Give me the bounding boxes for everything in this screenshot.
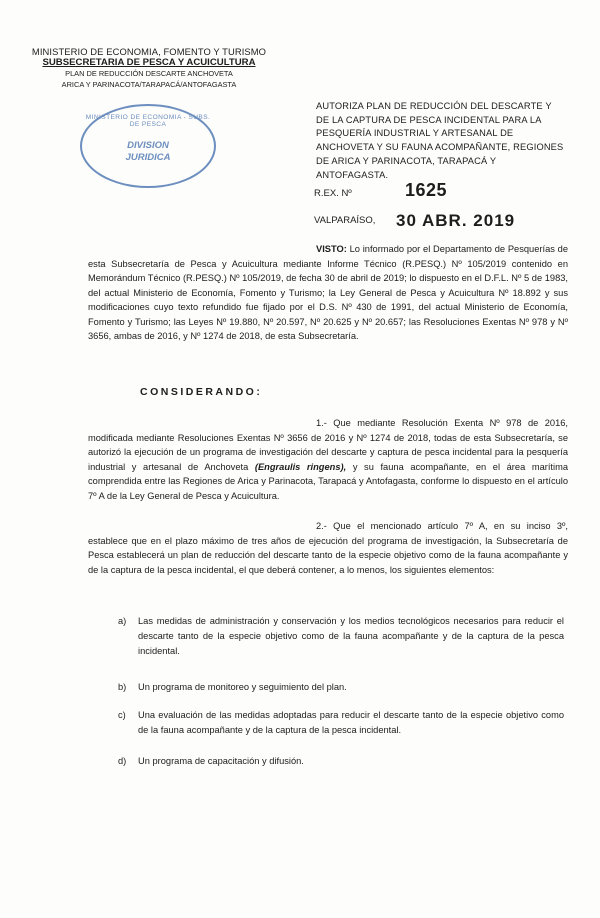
visto-paragraph bbox=[88, 242, 568, 344]
considerando-paragraph-2 bbox=[88, 519, 568, 577]
stamp-center-line-1: DIVISION bbox=[127, 140, 169, 151]
item-marker: a) bbox=[118, 616, 127, 626]
item-marker: c) bbox=[118, 710, 126, 720]
stamp-center-line-2: JURIDICA bbox=[125, 152, 171, 163]
list-item bbox=[118, 680, 564, 698]
resolution-title: AUTORIZA PLAN DE REDUCCIÓN DEL DESCARTE Y DE LA CAPTURA DE PESCA INCIDENTAL PARA LA PESQUERÍA INDUSTRIAL Y ARTESANAL DE ANCHOVETA Y SU FAUNA ACOMPAÑANTE, REGIONES DE ARICA Y PARINACOTA, TARAPACÁ Y ANTOFAGASTA. bbox=[316, 101, 564, 180]
paragraph-1-lead: 1.- Que mediante Resolución Exenta Nº 978 de 2016, bbox=[316, 418, 568, 428]
item-text: Un programa de capacitación y difusión. bbox=[138, 756, 304, 766]
stamp-ring-text: MINISTERIO DE ECONOMIA - SUBS. DE PESCA bbox=[85, 114, 211, 128]
letterhead bbox=[18, 46, 280, 90]
considerando-paragraph-1 bbox=[88, 416, 568, 503]
plan-line-2: ARICA Y PARINACOTA/TARAPACÁ/ANTOFAGASTA bbox=[61, 80, 237, 89]
paragraph-1-text-a: modificada mediante Resoluciones Exentas Nº 3656 de 2016 y Nº 1274 de 2018, todas de esta Subsecretaría, se autorizó la ejecución de un programa de investigación del descarte y captura de pesca incidental para la pesquería industrial y artesanal de Anchoveta bbox=[88, 432, 568, 472]
ministry-name: MINISTERIO DE ECONOMIA, FOMENTO Y TURISMO bbox=[31, 46, 267, 57]
resolution-number: 1625 bbox=[405, 180, 448, 200]
item-marker: b) bbox=[118, 682, 127, 692]
paragraph-2-text: establece que en el plazo máximo de tres años de ejecución del programa de investigación, la Subsecretaría de Pesca establecerá un plan de reducción del descarte tanto de la especie objetivo como de la fauna acompañante y de la captura de la pesca incidental, el que deberá contener, a lo menos, los siguientes elementos: bbox=[88, 535, 568, 575]
visto-label: VISTO: bbox=[316, 244, 347, 254]
item-text: Una evaluación de las medidas adoptadas para reducir el descarte tanto de la especie objetivo como de la fauna acompañante y de la captura de la pesca incidental. bbox=[138, 710, 564, 735]
item-text: Un programa de monitoreo y seguimiento del plan. bbox=[138, 682, 347, 692]
species-name: (Engraulis ringens), bbox=[254, 461, 347, 472]
paragraph-1-text-b: y su fauna acompañante, en el área marítima comprendida entre las Regiones de Arica y Parinacota, Tarapacá y Antofagasta, conforme lo dispuesto en el artículo 7º A de la Ley General de Pesca y Acuicultura. bbox=[88, 461, 568, 501]
resolution-date: 30 ABR. 2019 bbox=[396, 211, 516, 230]
visto-text: Lo informado por el Departamento de Pesquerías de esta Subsecretaría de Pesca y Acuicultura mediante Informe Técnico (R.PESQ.) Nº 105/2019 contenido en Memorándum Técnico (R.PESQ.) Nº 105/2019, de fecha 30 de abril de 2019; lo dispuesto en el D.F.L. Nº 5 de 1983, del actual Ministerio de Economía, Fomento y Turismo; la Ley General de Pesca y Acuicultura Nº 18.892 y sus modificaciones cuyo texto refundido fue fijado por el D.S. Nº 430 de 1991, del actual Ministerio de Economía, Fomento y Turismo; las Leyes Nº 19.880, Nº 20.597, Nº 20.625 y Nº 20.657; las Resoluciones Exentas Nº 978 y Nº 3656, ambas de 2016, y Nº 1274 de 2018, de esta Subsecretaría. bbox=[88, 244, 568, 341]
plan-line-1: PLAN DE REDUCCIÓN DESCARTE ANCHOVETA bbox=[65, 69, 233, 78]
division-juridica-stamp bbox=[80, 104, 216, 188]
subsecretaria-name: SUBSECRETARIA DE PESCA Y ACUICULTURA bbox=[42, 57, 256, 68]
list-item bbox=[118, 614, 564, 662]
item-marker: d) bbox=[118, 756, 127, 766]
resolution-label: R.EX. Nº bbox=[314, 188, 352, 199]
place-label: VALPARAÍSO, bbox=[314, 215, 376, 226]
list-item bbox=[118, 754, 564, 772]
paragraph-2-lead: 2.- Que el mencionado artículo 7º A, en su inciso 3º, bbox=[316, 521, 568, 531]
item-text: Las medidas de administración y conservación y los medios tecnológicos necesarios para reducir el descarte tanto de la especie objetivo como de la fauna acompañante y de la captura de la pesca incidental. bbox=[138, 616, 564, 656]
considerando-heading: CONSIDERANDO: bbox=[140, 386, 263, 398]
list-item bbox=[118, 708, 564, 740]
